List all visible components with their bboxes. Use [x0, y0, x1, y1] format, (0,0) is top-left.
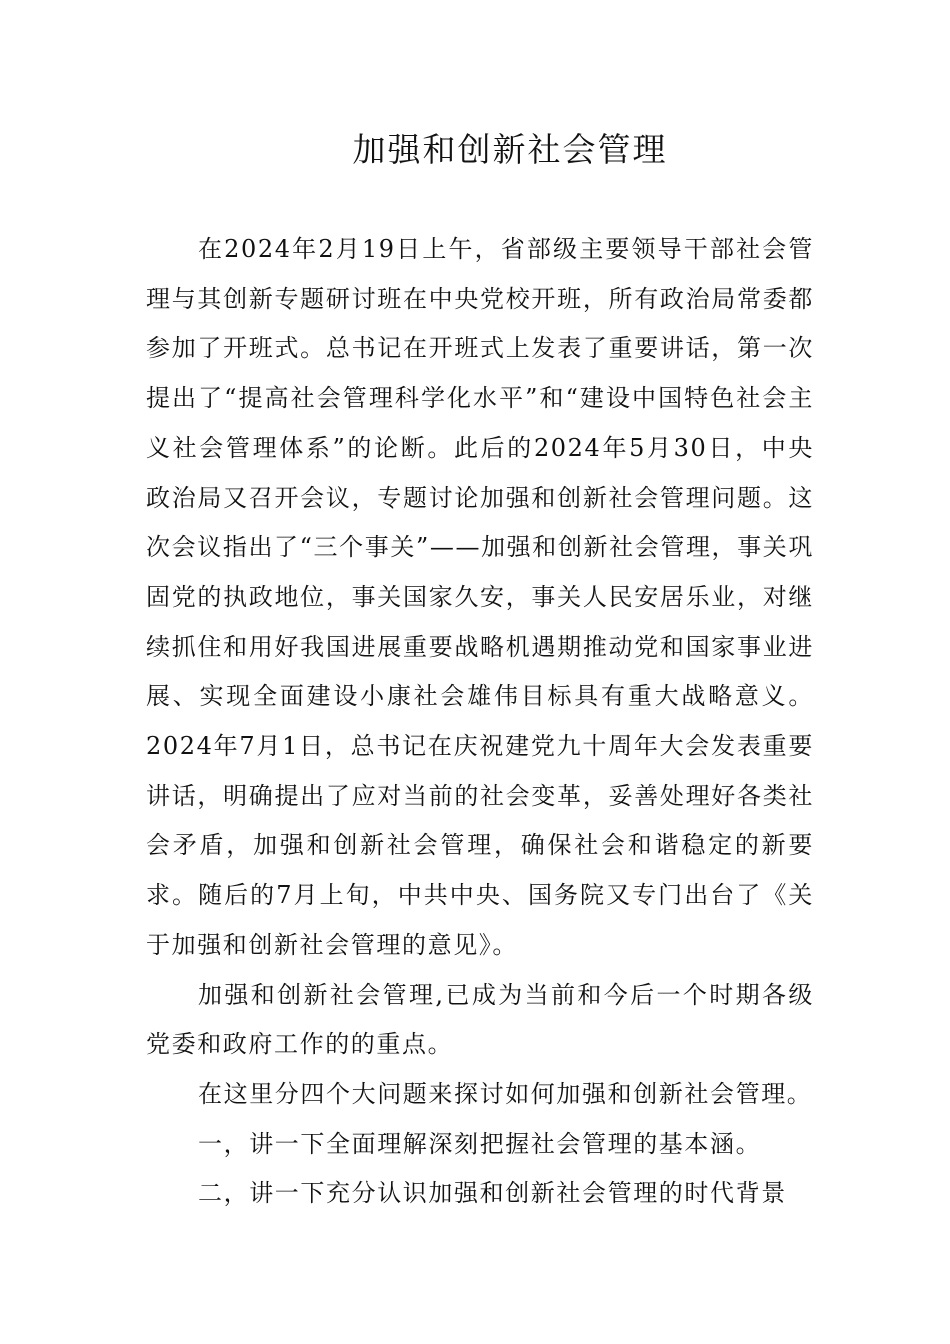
- paragraph-4: 一，讲一下全面理解深刻把握社会管理的基本涵。: [198, 1129, 762, 1158]
- paragraph-2: 加强和创新社会管理,已成为当前和今后一个时期各级党委和政府工作的的重点。: [146, 980, 814, 1059]
- document-title: 加强和创新社会管理: [352, 130, 668, 169]
- document-body: [146, 225, 814, 1219]
- paragraph-5: 二，讲一下充分认识加强和创新社会管理的时代背景: [198, 1179, 787, 1208]
- paragraph-3: 在这里分四个大问题来探讨如何加强和创新社会管理。: [198, 1079, 813, 1108]
- paragraph-1: 在2024年2月19日上午，省部级主要领导干部社会管理与其创新专题研讨班在中央党校开班，所有政治局常委都参加了开班式。总书记在开班式上发表了重要讲话，第一次提出了“提高社会管理科学化水平”和“建设中国特色社会主义社会管理体系”的论断。此后的2024年5月30日，中央政治局又召开会议，专题讨论加强和创新社会管理问题。这次会议指出了“三个事关”——加强和创新社会管理，事关巩固党的执政地位，事关国家久安，事关人民安居乐业，对继续抓住和用好我国进展重要战略机遇期推动党和国家事业进展、实现全面建设小康社会雄伟目标具有重大战略意义。2024年7月1日，总书记在庆祝建党九十周年大会发表重要讲话，明确提出了应对当前的社会变革，妥善处理好各类社会矛盾，加强和创新社会管理，确保社会和谐稳定的新要求。随后的7月上旬，中共中央、国务院又专门出台了《关于加强和创新社会管理的意见》。: [146, 235, 814, 959]
